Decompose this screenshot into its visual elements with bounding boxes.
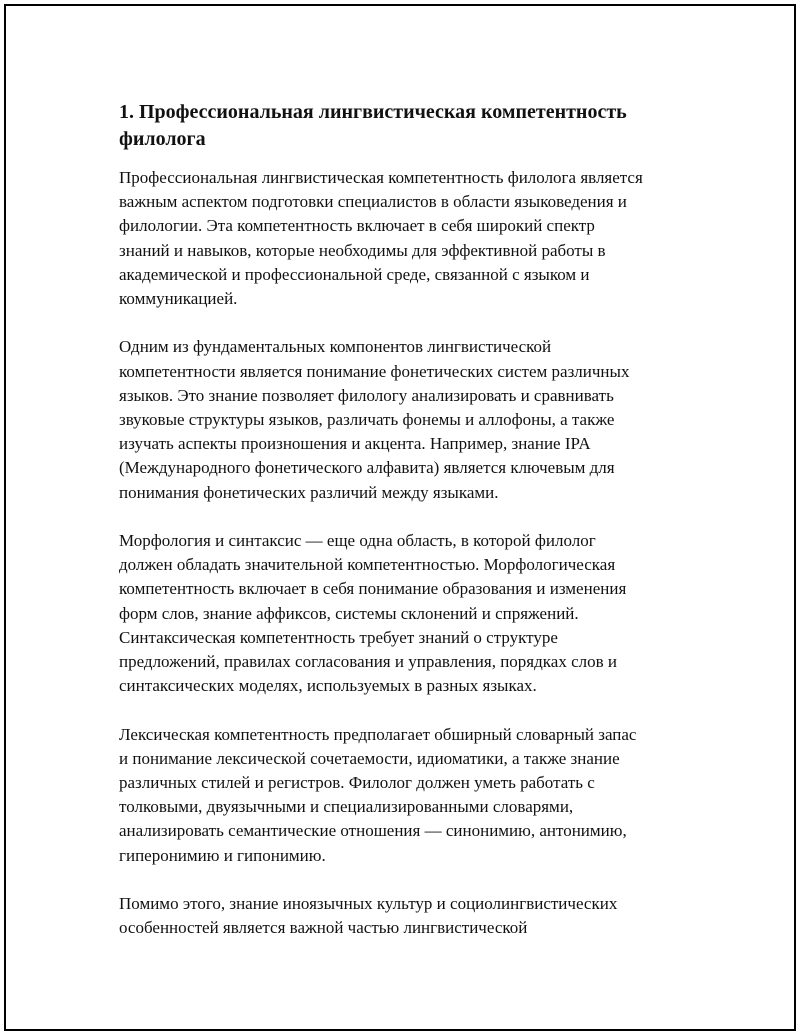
text-line: Профессиональная лингвистическая компетентность филолога является (119, 168, 643, 187)
paragraph-phonetics (119, 335, 709, 504)
text-line: звуковые структуры языков, различать фонемы и аллофоны, а также (119, 410, 615, 430)
text-line: Морфология и синтаксис — еще одна область, в которой филолог (119, 531, 596, 551)
text-line: Одним из фундаментальных компонентов лингвистической (119, 337, 552, 357)
text-line: Лексическая компетентность предполагает обширный словарный запас (119, 724, 637, 744)
text-line: языков. Это знание позволяет филологу анализировать и сравнивать (119, 385, 614, 405)
text-line: толковыми, двуязычными и специализированными словарями, (119, 797, 574, 817)
text-line: коммуникацией. (119, 289, 238, 309)
text-line: синтаксических моделях, используемых в разных языках. (119, 676, 537, 696)
text-line: анализировать семантические отношения — синонимию, антонимию, (119, 821, 627, 841)
paragraph-intro (119, 166, 709, 311)
text-line: академической и профессиональной среде, связанной с языком и (119, 264, 590, 284)
text-line: филологии. Эта компетентность включает в себя широкий спектр (119, 216, 595, 236)
text-line: и понимание лексической сочетаемости, идиоматики, а также знание (119, 748, 620, 768)
text-line: предложений, правилах согласования и управления, порядках слов и (119, 652, 617, 672)
paragraph-lexicon (119, 723, 709, 868)
text-line: изучать аспекты произношения и акцента. Например, знание IPA (119, 434, 591, 454)
text-line: (Международного фонетического алфавита) является ключевым для (119, 458, 615, 478)
title-line: 1. Профессиональная лингвистическая компетентность (119, 101, 627, 123)
paragraph-culture (119, 892, 709, 940)
text-line: Синтаксическая компетентность требует знаний о структуре (119, 627, 558, 647)
text-line: компетентности является понимание фонетических систем различных (119, 361, 630, 381)
text-line: важным аспектом подготовки специалистов в области языковедения и (119, 192, 627, 212)
text-line: гиперонимию и гипонимию. (119, 845, 326, 865)
page-frame (4, 4, 796, 1031)
text-line: форм слов, знание аффиксов, системы склонений и спряжений. (119, 603, 579, 623)
paragraph-morphology-syntax (119, 529, 709, 698)
text-line: особенностей является важной частью лингвистической (119, 918, 528, 938)
document-body (119, 99, 709, 965)
text-line: Помимо этого, знание иноязычных культур и социолингвистических (119, 894, 618, 914)
text-line: понимания фонетических различий между языками. (119, 482, 499, 502)
text-line: должен обладать значительной компетентностью. Морфологическая (119, 555, 616, 575)
section-title (119, 99, 709, 153)
text-line: знаний и навыков, которые необходимы для эффективной работы в (119, 240, 606, 260)
title-line: филолога (119, 128, 206, 150)
text-line: компетентность включает в себя понимание образования и изменения (119, 579, 627, 599)
text-line: различных стилей и регистров. Филолог должен уметь работать с (119, 773, 595, 793)
